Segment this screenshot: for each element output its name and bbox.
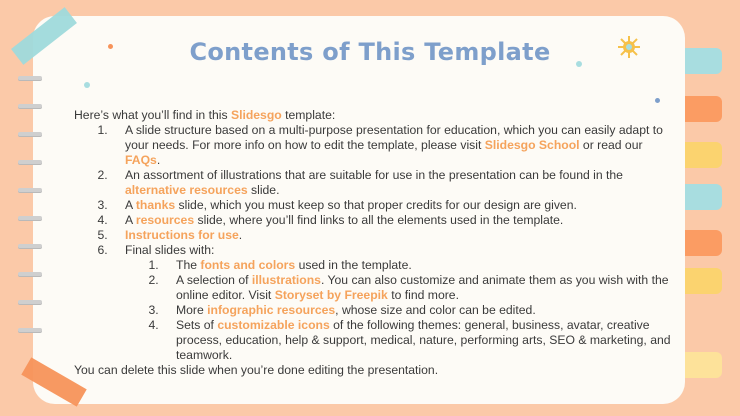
storyset-link[interactable]: Storyset by Freepik bbox=[274, 288, 388, 302]
contents-list bbox=[74, 123, 674, 363]
slide-title: Contents of This Template bbox=[189, 38, 551, 66]
alternative-resources-link[interactable]: alternative resources bbox=[125, 183, 248, 197]
sub-list-item: 4. Sets of customizable icons of the following themes: general, business, avatar, creative process, education, help & support, medical, nature, performing arts, SEO & marketing, and teamwork. bbox=[162, 318, 674, 363]
fonts-colors-link[interactable]: fonts and colors bbox=[200, 258, 296, 272]
slidesgo-link[interactable]: Slidesgo bbox=[230, 108, 282, 122]
faqs-link[interactable]: FAQs bbox=[125, 153, 157, 167]
list-item: 6. Final slides with: 1. The fonts and colors used in the template. 2. A selection of illustrations. You can also customize and animate them as you wish with the online editor. Visit Storyset by Freepik to find more. 3. More infographic resources, whose size and color can be edited. 4. Sets of customizable icons of the following themes: general, business, avatar, creative process, education, help & support, medical, nature, performing arts, SEO & marketing, and teamwork. bbox=[111, 243, 674, 363]
instructions-link[interactable]: Instructions for use bbox=[125, 228, 239, 242]
confetti-dot bbox=[84, 82, 90, 88]
infographic-resources-link[interactable]: infographic resources bbox=[207, 303, 336, 317]
outro-line: You can delete this slide when you’re done editing the presentation. bbox=[74, 363, 439, 377]
list-item: 1. A slide structure based on a multi-purpose presentation for education, which you can easily adapt to your needs. For more info on how to edit the template, please visit Slidesgo School or read our FAQs. bbox=[111, 123, 674, 168]
contents-body bbox=[74, 108, 674, 378]
list-item: 2. An assortment of illustrations that are suitable for use in the presentation can be found in the alternative resources slide. bbox=[111, 168, 674, 198]
slidesgo-school-link[interactable]: Slidesgo School bbox=[484, 138, 580, 152]
final-slides-list bbox=[125, 258, 674, 363]
intro-line: Here’s what you’ll find in this Slidesgo template: bbox=[74, 108, 336, 122]
thanks-link[interactable]: thanks bbox=[135, 198, 176, 212]
sub-list-item: 1. The fonts and colors used in the template. bbox=[162, 258, 674, 273]
confetti-dot bbox=[655, 98, 660, 103]
sub-list-item: 3. More infographic resources, whose size and color can be edited. bbox=[162, 303, 674, 318]
illustrations-link[interactable]: illustrations bbox=[251, 273, 321, 287]
resources-link[interactable]: resources bbox=[135, 213, 195, 227]
customizable-icons-link[interactable]: customizable icons bbox=[217, 318, 330, 332]
list-item: 4. A resources slide, where you’ll find links to all the elements used in the template. bbox=[111, 213, 674, 228]
sub-list-item: 2. A selection of illustrations. You can also customize and animate them as you wish with the online editor. Visit Storyset by Freepik to find more. bbox=[162, 273, 674, 303]
list-item: 5. Instructions for use. bbox=[111, 228, 674, 243]
list-item: 3. A thanks slide, which you must keep so that proper credits for our design are given. bbox=[111, 198, 674, 213]
